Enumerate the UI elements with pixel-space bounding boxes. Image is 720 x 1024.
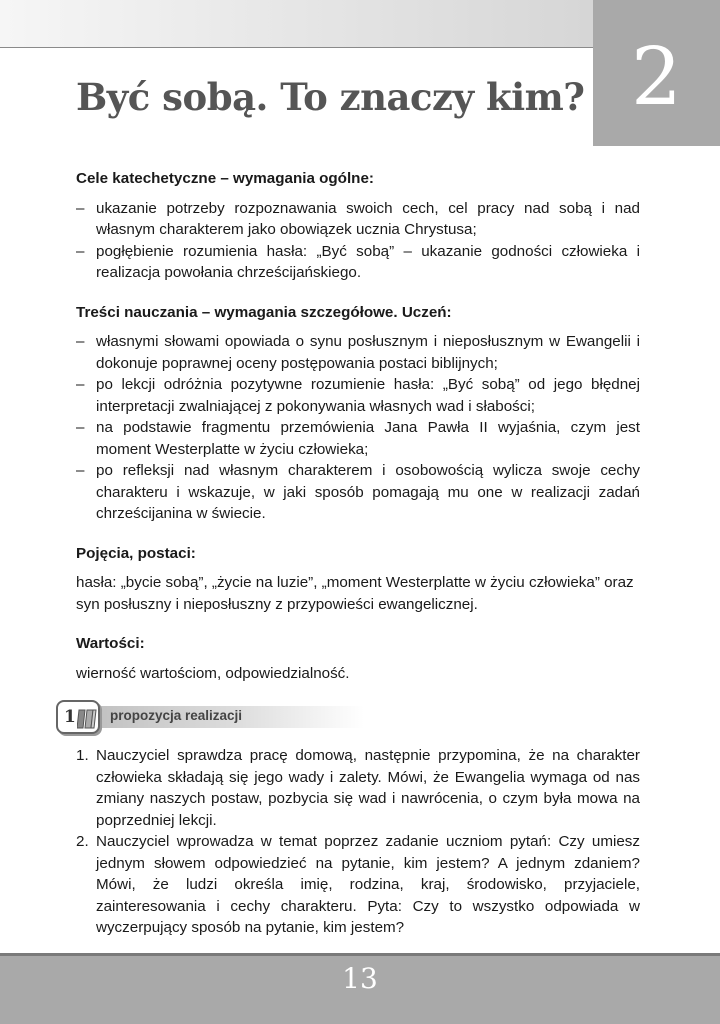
values-section [76, 633, 640, 684]
lesson-goals [76, 168, 640, 702]
list-item: – po lekcji odróżnia pozytywne rozumienie hasła: „Być sobą” od jego błędnej interpretacji zwalniającej z pokonywania własnych wad i słabości; [76, 374, 640, 417]
page-number: 13 [342, 962, 378, 995]
step-number: 1. [76, 747, 89, 764]
book-icon [77, 708, 97, 730]
values-text: wierność wartościom, odpowiedzialność. [76, 664, 350, 682]
step-text: Nauczyciel wprowadza w temat poprzez zadanie uczniom pytań: Czy umiesz jednym słowem odpowiedzieć na pytanie, kim jestem? A jednym zdaniem? Mówi, że ludzi określa imię, rodzina, kraj, środowisko, przyjaciele, zainteresowania i cechy charakteru. Pyta: Czy to wszystko odpowiada w wyczerpujący sposób na pytanie, kim jestem? [96, 833, 640, 936]
realization-number: 1 [64, 707, 76, 727]
realization-label: propozycja realizacji [110, 708, 243, 723]
chapter-number: 2 [593, 0, 720, 146]
realization-badge [56, 700, 100, 734]
page-title: Być sobą. To znaczy kim? [76, 75, 585, 119]
step-item [76, 831, 640, 939]
detailed-requirements-section [76, 302, 640, 525]
section-heading: Treści nauczania – wymagania szczegółowe. Uczeń: [76, 303, 452, 321]
concepts-text: hasła: „bycie sobą”, „życie na luzie”, „moment Westerplatte w życiu człowieka” oraz syn posłuszny i nieposłuszny z przypowieści ewangelicznej. [76, 574, 634, 613]
general-requirements-section [76, 168, 640, 284]
step-number: 2. [76, 833, 89, 850]
list-item: – ukazanie potrzeby rozpoznawania swoich cech, cel pracy nad sobą i nad własnym charakterem jako obowiązek ucznia Chrystusa; [76, 198, 640, 241]
detailed-requirements-list [76, 331, 640, 525]
section-heading: Cele katechetyczne – wymagania ogólne: [76, 170, 374, 187]
steps-list [76, 745, 640, 939]
realization-header [56, 700, 366, 734]
step-text: Nauczyciel sprawdza pracę domową, następnie przypomina, że na charakter człowieka składają się jego wady i zalety. Mówi, że Ewangelia wymaga od nas zmiany naszych postaw, pozbycia się wad i nawrócenia, o czym była mowa na poprzedniej lekcji. [96, 747, 640, 829]
list-item: – własnymi słowami opowiada o synu posłusznym i nieposłusznym w Ewangelii i dokonuje poprawnej oceny postępowania postaci biblijnych; [76, 331, 640, 374]
general-requirements-list [76, 198, 640, 284]
section-heading: Wartości: [76, 635, 145, 652]
concepts-section [76, 543, 640, 616]
step-item [76, 745, 640, 831]
list-item: – na podstawie fragmentu przemówienia Jana Pawła II wyjaśnia, czym jest moment Westerplatte w życiu człowieka; [76, 417, 640, 460]
list-item: – pogłębienie rozumienia hasła: „Być sobą” – ukazanie godności człowieka i realizacja powołania chrześcijańskiego. [76, 241, 640, 284]
section-heading: Pojęcia, postaci: [76, 544, 196, 562]
list-item: – po refleksji nad własnym charakterem i osobowością wylicza swoje cechy charakteru i wskazuje, w jaki sposób pomagają mu one w realizacji zadań chrześcijanina w świecie. [76, 460, 640, 525]
